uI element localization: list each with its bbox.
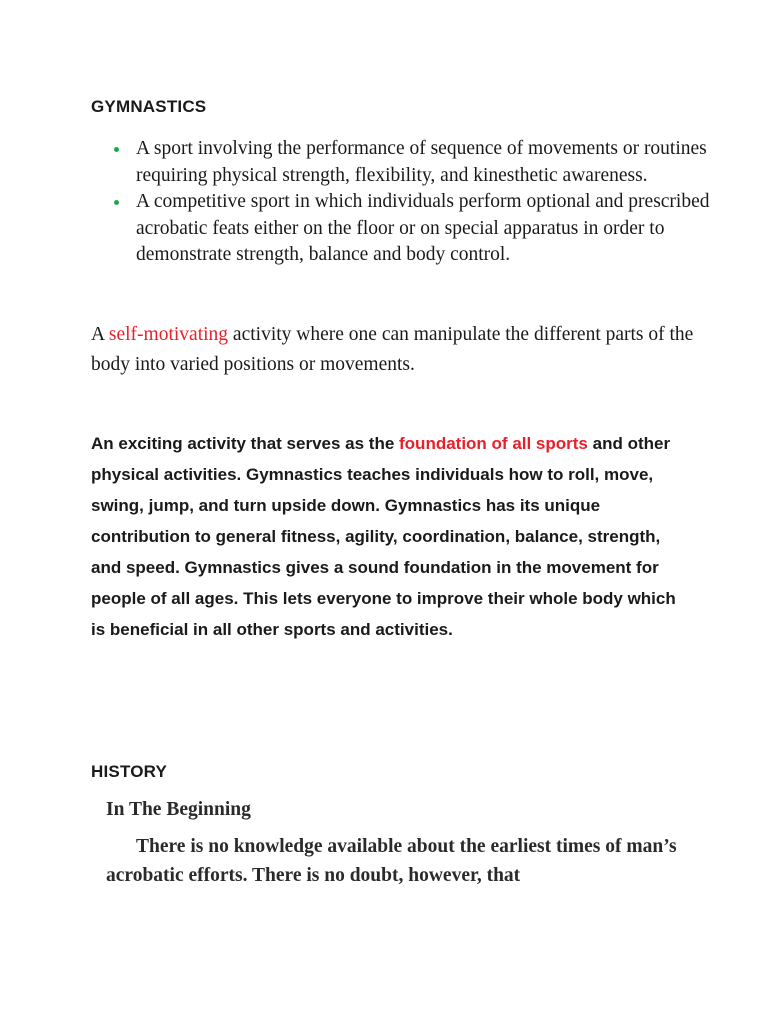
body-suffix: and other physical activities. Gymnastics teaches individuals how to roll, move, swing, jump, and turn upside down. Gymnastics has its unique contribution to general fitness, agility, coordination, balance, strength, and speed. Gymnastics gives a sound foundation in the movement for people of all ages. This lets everyone to improve their whole body which is beneficial in all other sports and activities. xyxy=(91,434,676,639)
body-prefix: An exciting activity that serves as the xyxy=(91,434,400,453)
history-paragraph: There is no knowledge available about the earliest times of man’s acrobatic efforts. There is no doubt, however, that xyxy=(106,836,677,886)
body-highlight: foundation of all sports xyxy=(399,434,588,453)
bullet-icon xyxy=(114,200,119,205)
definition-list xyxy=(110,136,710,269)
bullet-icon xyxy=(114,147,119,152)
list-item xyxy=(110,189,710,269)
intro-paragraph xyxy=(91,320,711,380)
history-heading: HISTORY xyxy=(91,762,168,781)
history-subheading: In The Beginning xyxy=(106,799,251,820)
intro-highlight: self-motivating xyxy=(108,324,229,345)
list-item xyxy=(110,136,710,189)
intro-suffix: activity where one can manipulate the different parts of the body into varied positions or movements. xyxy=(91,324,694,375)
page-title: GYMNASTICS xyxy=(91,97,207,116)
intro-prefix: A xyxy=(91,324,109,345)
body-paragraph xyxy=(91,428,691,645)
list-item-text: A competitive sport in which individuals perform optional and prescribed acrobatic feats either on the floor or on special apparatus in order to demonstrate strength, balance and body control. xyxy=(136,191,710,265)
list-item-text: A sport involving the performance of sequence of movements or routines requiring physical strength, flexibility, and kinesthetic awareness. xyxy=(136,138,707,186)
